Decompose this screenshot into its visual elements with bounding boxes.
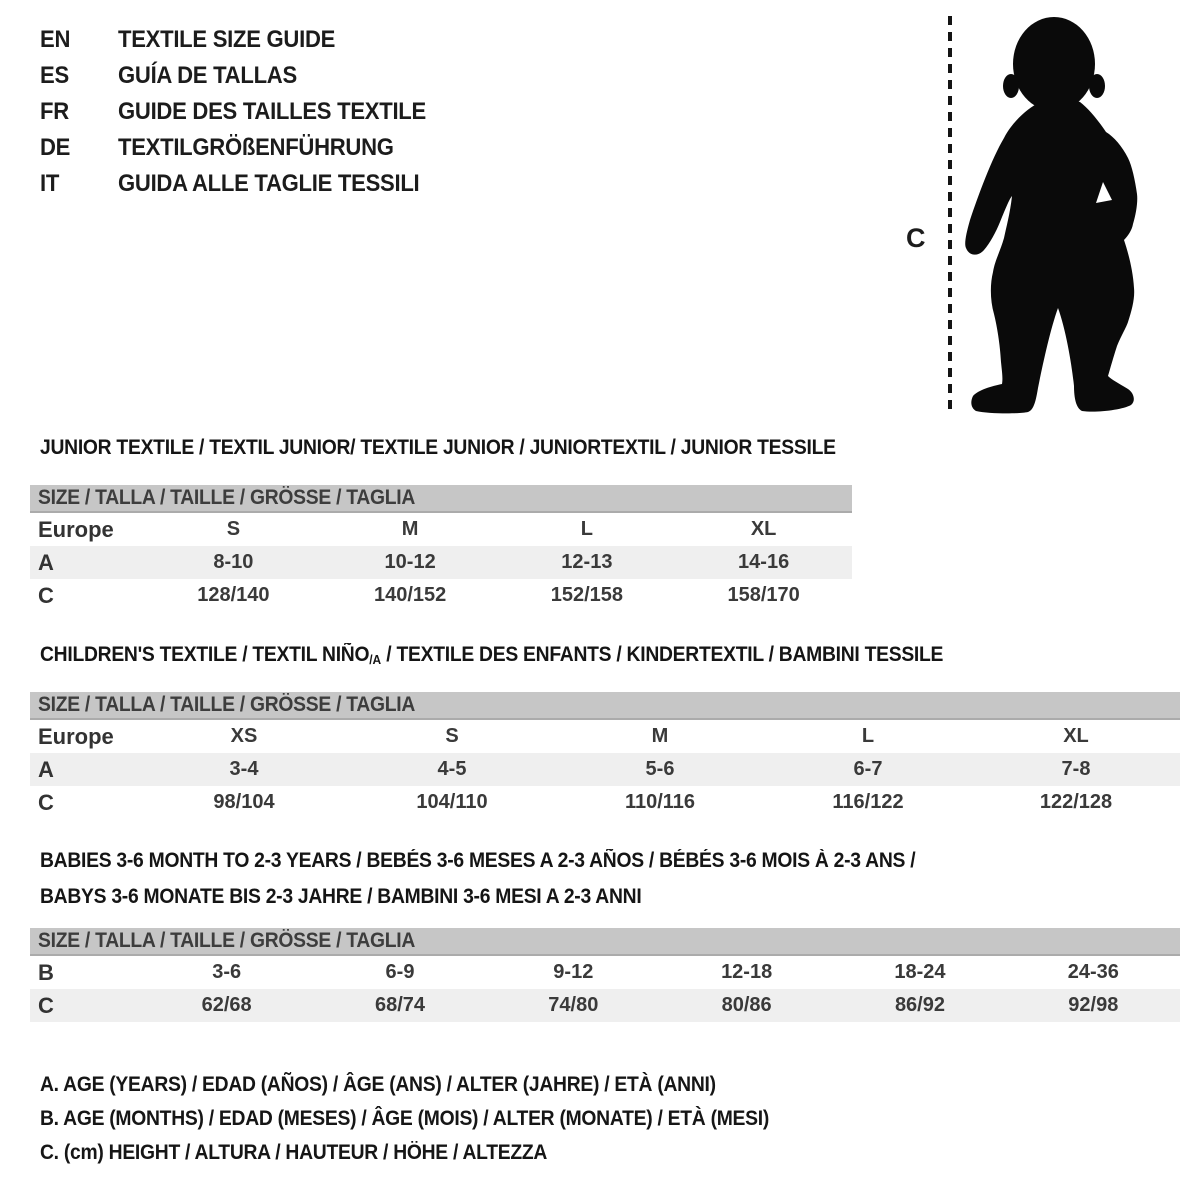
children-title-text — [40, 641, 943, 671]
babies-section — [30, 843, 1180, 1022]
lang-code-en — [40, 26, 118, 54]
table-row — [30, 513, 852, 546]
junior-section — [30, 434, 852, 612]
size-cell: 10-12 — [384, 551, 436, 573]
size-cell: XL — [750, 518, 777, 540]
babies-title-line2-text: BABYS 3-6 MONATE BIS 2-3 JAHRE / BAMBINI 3-6 MESI A 2-3 ANNI — [40, 885, 642, 908]
legend-line-c — [40, 1136, 832, 1170]
babies-table-titles — [30, 843, 1180, 915]
lang-code-text: DE — [40, 134, 71, 161]
table-row — [30, 956, 1180, 989]
measure-label-c: C — [906, 223, 926, 253]
size-cell: 14-16 — [738, 551, 790, 573]
size-cell: S — [445, 725, 459, 747]
children-title-rest: / TEXTILE DES ENFANTS / KINDERTEXTIL / BAMBINI TESSILE — [381, 643, 944, 666]
size-cell: L — [580, 518, 593, 540]
lang-row-es — [40, 58, 453, 94]
size-cell: M — [651, 725, 669, 747]
size-cell: 74/80 — [548, 994, 599, 1016]
size-cell: 68/74 — [374, 994, 426, 1016]
legend-line-a — [40, 1068, 832, 1102]
size-cell: 110/116 — [624, 791, 696, 813]
size-cell: L — [861, 725, 875, 747]
toddler-figure-svg — [900, 0, 1160, 430]
size-header-text: SIZE / TALLA / TAILLE / GRÖSSE / TAGLIA — [38, 693, 416, 716]
size-cell: 86/92 — [894, 994, 945, 1016]
size-cell: 128/140 — [197, 584, 270, 606]
lang-code-text: EN — [40, 26, 71, 53]
children-size-table — [30, 720, 1180, 819]
lang-code-it — [40, 170, 118, 198]
lang-code-text: FR — [40, 98, 69, 125]
lang-row-en — [40, 22, 453, 58]
size-cell: 9-12 — [553, 961, 594, 983]
size-cell: 6-7 — [853, 758, 883, 780]
size-cell: 3-4 — [229, 758, 259, 780]
row-label: Europe — [38, 723, 114, 749]
row-label: A — [38, 756, 54, 782]
size-cell: 158/170 — [727, 584, 800, 606]
size-cell: XL — [1063, 725, 1089, 747]
children-title-sub: /A — [369, 652, 382, 667]
size-cell: 3-6 — [212, 961, 242, 983]
lang-code-text: IT — [40, 170, 60, 197]
lang-label-es — [118, 62, 312, 90]
lang-label-text: TEXTILGRÖßENFÜHRUNG — [118, 134, 394, 161]
size-cell: XS — [230, 725, 258, 747]
lang-row-fr — [40, 94, 453, 130]
size-cell: 62/68 — [201, 994, 252, 1016]
size-cell: 122/128 — [1039, 791, 1113, 813]
lang-code-fr — [40, 98, 118, 126]
size-cell: M — [401, 518, 419, 540]
table-row — [30, 786, 1180, 819]
legend-c-text: C. (cm) HEIGHT / ALTURA / HAUTEUR / HÖHE / ALTEZZA — [40, 1141, 548, 1164]
legend-line-b — [40, 1102, 832, 1136]
size-cell: 4-5 — [437, 758, 467, 780]
baby-silhouette — [965, 17, 1137, 413]
lang-label-text: GUIDA ALLE TAGLIE TESSILI — [118, 170, 420, 197]
row-label: C — [38, 992, 54, 1018]
row-label: B — [38, 959, 54, 985]
size-cell: 18-24 — [894, 961, 946, 983]
lang-row-de — [40, 130, 453, 166]
table-row — [30, 720, 1180, 753]
row-label: A — [38, 549, 54, 575]
lang-label-text: GUÍA DE TALLAS — [118, 62, 297, 89]
junior-size-header-bar — [30, 485, 852, 513]
lang-label-fr — [118, 98, 453, 126]
size-cell: 104/110 — [416, 791, 488, 813]
junior-title-text: JUNIOR TEXTILE / TEXTIL JUNIOR/ TEXTILE JUNIOR / JUNIORTEXTIL / JUNIOR TESSILE — [40, 436, 836, 459]
size-cell: 98/104 — [213, 791, 275, 813]
size-cell: 92/98 — [1068, 994, 1119, 1016]
babies-title-line2 — [40, 879, 1180, 915]
babies-title-line1 — [40, 843, 1180, 879]
babies-title-line1-text: BABIES 3-6 MONTH TO 2-3 YEARS / BEBÉS 3-6 MESES A 2-3 AÑOS / BÉBÉS 3-6 MOIS À 2-3 ANS / — [40, 849, 916, 872]
size-cell: 152/158 — [550, 584, 624, 606]
legend-a-text: A. AGE (YEARS) / EDAD (AÑOS) / ÂGE (ANS) / ALTER (JAHRE) / ETÀ (ANNI) — [40, 1073, 716, 1096]
babies-size-header-bar — [30, 928, 1180, 956]
row-label: C — [38, 789, 54, 815]
size-cell: 6-9 — [385, 961, 415, 983]
size-header-text: SIZE / TALLA / TAILLE / GRÖSSE / TAGLIA — [38, 486, 416, 509]
row-label: C — [38, 582, 54, 608]
lang-label-text: GUIDE DES TAILLES TEXTILE — [118, 98, 426, 125]
table-row — [30, 546, 852, 579]
row-label: Europe — [38, 516, 114, 542]
table-row — [30, 579, 852, 612]
lang-label-en — [118, 26, 354, 54]
size-cell: S — [226, 518, 241, 540]
table-row — [30, 753, 1180, 786]
table-row — [30, 989, 1180, 1022]
lang-label-de — [118, 134, 418, 162]
size-cell: 24-36 — [1067, 961, 1119, 983]
lang-label-it — [118, 170, 446, 198]
children-table-title — [40, 641, 1180, 669]
legend-b-text: B. AGE (MONTHS) / EDAD (MESES) / ÂGE (MOIS) / ALTER (MONATE) / ETÀ (MESI) — [40, 1107, 770, 1130]
children-section — [30, 641, 1180, 819]
size-cell: 7-8 — [1061, 758, 1091, 780]
children-size-header-bar — [30, 692, 1180, 720]
junior-size-table — [30, 513, 852, 612]
size-cell: 12-18 — [721, 961, 773, 983]
size-cell: 5-6 — [645, 758, 675, 780]
size-cell: 140/152 — [373, 584, 447, 606]
babies-size-table — [30, 956, 1180, 1022]
size-cell: 12-13 — [561, 551, 613, 573]
size-cell: 80/86 — [721, 994, 772, 1016]
size-guide-figure — [900, 0, 1160, 430]
size-header-text: SIZE / TALLA / TAILLE / GRÖSSE / TAGLIA — [38, 929, 416, 952]
lang-row-it — [40, 166, 453, 202]
size-cell: 116/122 — [832, 791, 904, 813]
size-cell: 8-10 — [213, 551, 254, 573]
junior-table-title — [40, 434, 852, 462]
lang-label-text: TEXTILE SIZE GUIDE — [118, 26, 336, 53]
lang-code-es — [40, 62, 118, 90]
lang-code-text: ES — [40, 62, 69, 89]
measurement-legend — [40, 1068, 832, 1170]
language-title-list — [40, 22, 453, 202]
lang-code-de — [40, 134, 118, 162]
children-title-main: CHILDREN'S TEXTILE / TEXTIL NIÑO — [40, 643, 370, 666]
